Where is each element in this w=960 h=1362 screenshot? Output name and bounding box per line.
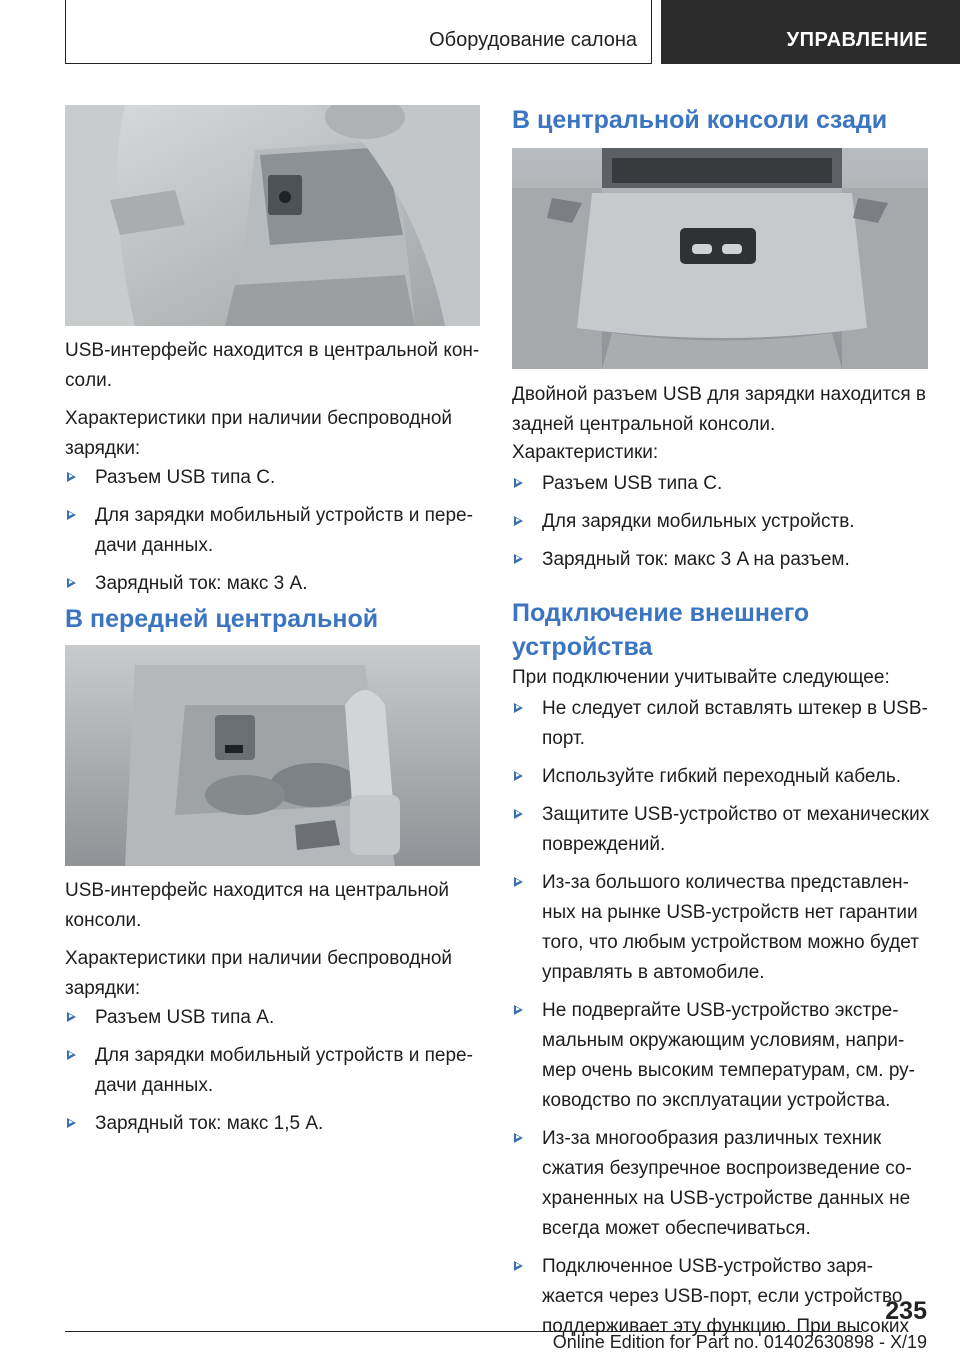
bullet-triangle-icon — [67, 578, 76, 588]
page-number: 235 — [885, 1297, 927, 1325]
bullet-triangle-icon — [514, 1261, 523, 1271]
characteristics-list-2 — [65, 1003, 480, 1147]
bullet-triangle-icon — [514, 703, 523, 713]
caption-front-console: USB-интерфейс находится на центральной консоли. — [65, 880, 450, 931]
list-item: Используйте гибкий переходный кабель. — [512, 762, 932, 792]
footer-edition: Online Edition for Part no. 01402630898 - X/19 — [552, 1332, 927, 1352]
bullet-triangle-icon — [67, 1050, 76, 1060]
bullet-triangle-icon — [514, 554, 523, 564]
connect-list — [512, 694, 932, 1350]
list-item: Разъем USB типа C. — [65, 463, 480, 493]
list-item: Зарядный ток: макс 1,5 A. — [65, 1109, 480, 1139]
bullet-triangle-icon — [514, 1133, 523, 1143]
header-chapter-tab — [661, 0, 960, 64]
list-item: Не следует силой вставлять штекер в USB-порт. — [512, 694, 932, 754]
list-item: Защитите USB-устройство от механических повреждений. — [512, 800, 932, 860]
figure-console-usb-c — [65, 105, 480, 326]
characteristics-intro-1: Характеристики при наличии беспроводной зарядки: — [65, 408, 453, 459]
characteristics-list-1 — [65, 463, 480, 607]
bullet-triangle-icon — [67, 510, 76, 520]
header-chapter-title: УПРАВЛЕНИЕ — [786, 29, 928, 51]
connect-intro: При подключении учитывайте следующее: — [512, 667, 890, 688]
heading-connect-device: Подключение внешнего устройства — [512, 599, 810, 661]
list-item: Разъем USB типа C. — [512, 469, 932, 499]
list-item: Зарядный ток: макс 3 A на разъем. — [512, 545, 932, 575]
header-section-title: Оборудование салона — [429, 29, 637, 51]
list-item: Для зарядки мобильных устройств. — [512, 507, 932, 537]
figure-rear-console — [512, 148, 928, 369]
bullet-triangle-icon — [514, 771, 523, 781]
heading-front-console: В передней центральной — [65, 605, 379, 633]
bullet-triangle-icon — [67, 1012, 76, 1022]
list-item: Зарядный ток: макс 3 A. — [65, 569, 480, 599]
list-item: Из-за многообразия различных техник сжатия безупречное воспроизведение со-храненных на USB-устройстве данных не всегда может обеспечиваться. — [512, 1124, 932, 1244]
caption-rear-console: Двойной разъем USB для зарядки находится в задней центральной консоли. — [512, 384, 927, 435]
list-item: Для зарядки мобильный устройств и пере-дачи данных. — [65, 1041, 480, 1101]
list-item: Не подвергайте USB-устройство экстре-мальным окружающим условиям, напри-мер очень высоким температурам, см. ру-ководство по эксплуатации устройства. — [512, 996, 932, 1116]
bullet-triangle-icon — [514, 809, 523, 819]
header-section-box — [65, 0, 652, 64]
list-item: Подключенное USB-устройство заря-жается через USB-порт, если устройство поддерживает эту функцию. При высоких — [512, 1252, 932, 1342]
characteristics-intro-2: Характеристики при наличии беспроводной зарядки: — [65, 948, 453, 999]
bullet-triangle-icon — [514, 478, 523, 488]
bullet-triangle-icon — [514, 877, 523, 887]
list-item: Из-за большого количества представлен-ных на рынке USB-устройств нет гарантии того, что любым устройством можно будет управлять в автомобиле. — [512, 868, 932, 988]
characteristics-list-rear — [512, 469, 932, 583]
bullet-triangle-icon — [514, 1005, 523, 1015]
bullet-triangle-icon — [514, 516, 523, 526]
list-item: Разъем USB типа A. — [65, 1003, 480, 1033]
heading-rear-console: В центральной консоли сзади — [512, 106, 888, 134]
list-item: Для зарядки мобильный устройств и пере-дачи данных. — [65, 501, 480, 561]
caption-console-usb-c: USB-интерфейс находится в центральной кон-сoли. — [65, 340, 480, 391]
characteristics-intro-rear: Характеристики: — [512, 442, 659, 463]
figure-front-console — [65, 645, 480, 866]
bullet-triangle-icon — [67, 1118, 76, 1128]
bullet-triangle-icon — [67, 472, 76, 482]
